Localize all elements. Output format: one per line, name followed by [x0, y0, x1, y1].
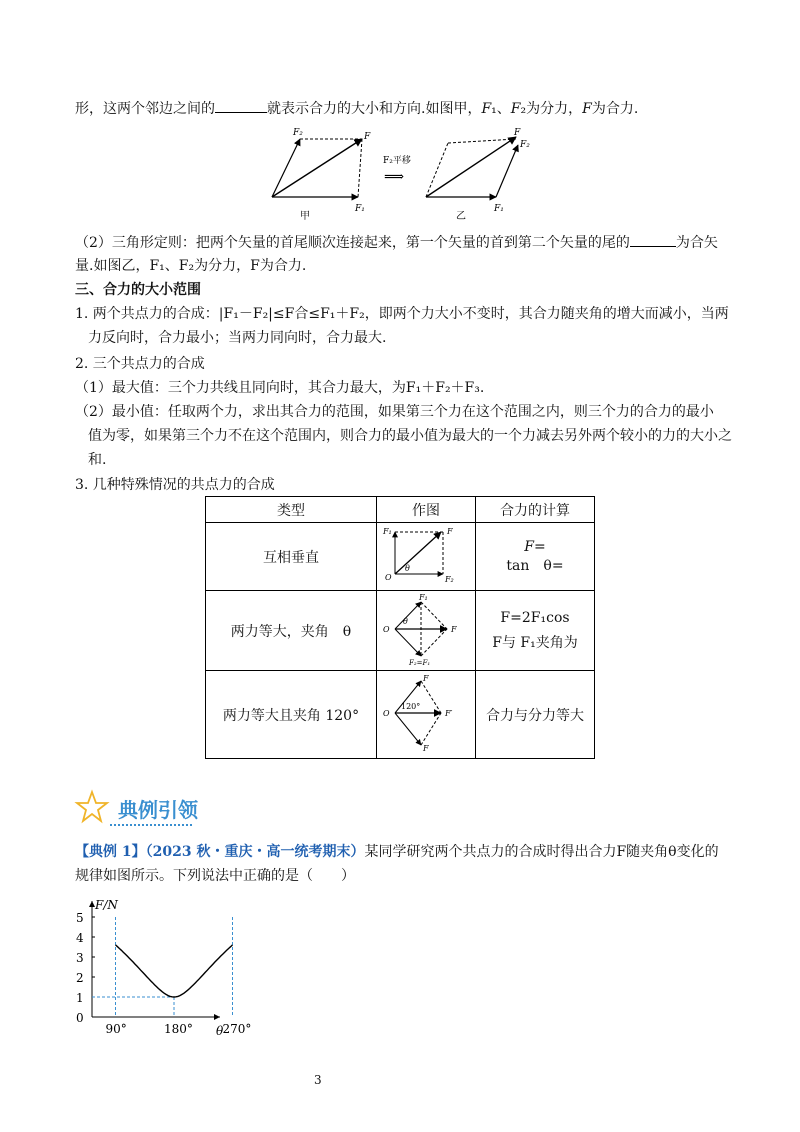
item3-title: 3. 几种特殊情况的共点力的合成	[75, 477, 275, 493]
special-cases-table	[205, 496, 595, 759]
section-heading: 三、合力的大小范围	[75, 282, 201, 298]
section-underline	[110, 824, 192, 826]
para-triangle-rule-1	[75, 232, 718, 253]
table-row	[206, 591, 595, 671]
svg-text:O: O	[383, 708, 390, 718]
text: （2）三角形定则：把两个矢量的首尾顺次连接起来，第一个矢量的首到第二个矢量的尾的	[75, 235, 630, 251]
calc-line: F=2F₁cos	[500, 609, 570, 626]
x-tick-label: 270°	[222, 1022, 252, 1036]
y-axis-label: F/N	[95, 898, 118, 912]
item1-line1: 1. 两个共点力的合成：|F₁－F₂|≤F合≤F₁＋F₂，即两个力大小不变时，其合力随夹角的增大而减小，当两	[75, 306, 729, 322]
svg-text:O: O	[385, 572, 392, 582]
svg-text:F₂: F₂	[445, 574, 454, 584]
y-tick-label: 0	[76, 1011, 84, 1025]
label-f1: F₁	[355, 204, 365, 214]
svg-text:F: F	[514, 128, 521, 138]
f-theta-curve	[116, 945, 233, 997]
calc-line: tan θ=	[506, 557, 564, 574]
y-tick-label: 4	[76, 931, 84, 945]
text: 形，这两个邻边之间的	[75, 101, 215, 117]
blank-line	[630, 232, 676, 247]
blank-line	[215, 98, 267, 113]
y-tick-label: 5	[76, 911, 84, 925]
calc-line: F=	[524, 538, 546, 555]
figure-cell	[377, 591, 476, 671]
svg-text:120°: 120°	[401, 701, 421, 711]
y-tick-label: 3	[76, 951, 84, 965]
f-theta-chart	[70, 895, 252, 1038]
svg-text:F₁: F₁	[383, 526, 392, 536]
table-row	[206, 523, 595, 591]
example-line2: 规律如图所示。下列说法中正确的是（ ）	[75, 868, 355, 884]
svg-text:F: F	[451, 624, 457, 634]
item2-min-1: （2）最小值：任取两个力，求出其合力的范围，如果第三个力在这个范围之内，则三个力的合力的最小	[75, 404, 714, 420]
page-number: 3	[314, 1073, 322, 1087]
label-yi: 乙	[456, 211, 466, 222]
para-parallelogram	[75, 98, 638, 119]
label-translate: F₂平移	[383, 156, 411, 166]
perpendicular-figure	[381, 524, 471, 586]
table-row	[206, 671, 595, 759]
example-text: 某同学研究两个共点力的合成时得出合力F随夹角θ变化的	[364, 844, 719, 860]
svg-text:θ: θ	[403, 616, 408, 626]
svg-text:F₁: F₁	[419, 592, 428, 602]
y-tick-label: 2	[76, 971, 84, 985]
svg-text:θ: θ	[405, 563, 410, 573]
para-triangle-rule-2: 量.如图乙，F₁、F₂为分力，F为合力.	[75, 258, 307, 274]
x-axis-arrow	[214, 1014, 220, 1020]
calc-cell	[476, 523, 595, 591]
calc-cell: 合力与分力等大	[476, 671, 595, 759]
svg-text:F′: F′	[445, 708, 453, 718]
parallelogram-figure	[260, 125, 540, 225]
item2-title: 2. 三个共点力的合成	[75, 356, 205, 372]
label-f: F	[364, 132, 371, 142]
figure-cell	[377, 523, 476, 591]
svg-text:F₂=F₁: F₂=F₁	[409, 658, 431, 667]
star-icon	[75, 790, 109, 824]
svg-text:F: F	[423, 743, 429, 753]
y-tick-label: 1	[76, 991, 84, 1005]
svg-text:F₁: F₁	[494, 204, 504, 214]
type-cell: 两力等大，夹角 θ	[206, 591, 377, 671]
header-type: 类型	[206, 497, 377, 523]
label-arrow: ⟹	[384, 169, 405, 185]
text: 为合矢	[675, 235, 718, 251]
table-header-row	[206, 497, 595, 523]
svg-text:F: F	[447, 526, 453, 536]
x-axis-label: θ	[216, 1024, 224, 1038]
example-tag: 【典例 1】	[75, 844, 146, 860]
header-calc: 合力的计算	[476, 497, 595, 523]
item1-line2: 力反向时，合力最小；当两力同向时，合力最大.	[88, 330, 387, 346]
svg-text:O: O	[383, 624, 390, 634]
svg-text:F₂: F₂	[520, 140, 530, 150]
type-cell: 两力等大且夹角 120°	[206, 671, 377, 759]
header-figure: 作图	[377, 497, 476, 523]
example-source: （2023 秋・重庆・高一统考期末）	[145, 844, 365, 860]
type-cell: 互相垂直	[206, 523, 377, 591]
figure-cell	[377, 671, 476, 759]
calc-line: F与 F₁夹角为	[492, 634, 578, 651]
equal-forces-figure	[381, 592, 471, 666]
label-jia: 甲	[300, 211, 310, 222]
svg-text:F: F	[423, 673, 429, 683]
item2-min-2: 值为零，如果第三个力不在这个范围内，则合力的最小值为最大的一个力减去另外两个较小的力的大小之	[88, 428, 732, 444]
example-line1	[75, 842, 719, 862]
item2-max: （1）最大值：三个力共线且同向时，其合力最大，为F₁＋F₂＋F₃.	[75, 380, 485, 396]
label-f2: F₂	[293, 128, 303, 138]
angle-120-figure	[381, 673, 471, 753]
x-tick-label: 180°	[164, 1022, 193, 1036]
section-title: 典例引领	[118, 798, 198, 822]
calc-cell	[476, 591, 595, 671]
item2-min-3: 和.	[88, 452, 107, 468]
text: 就表示合力的大小和方向.如图甲，F₁、F₂为分力，F为合力.	[267, 101, 639, 117]
x-tick-label: 90°	[105, 1022, 127, 1036]
